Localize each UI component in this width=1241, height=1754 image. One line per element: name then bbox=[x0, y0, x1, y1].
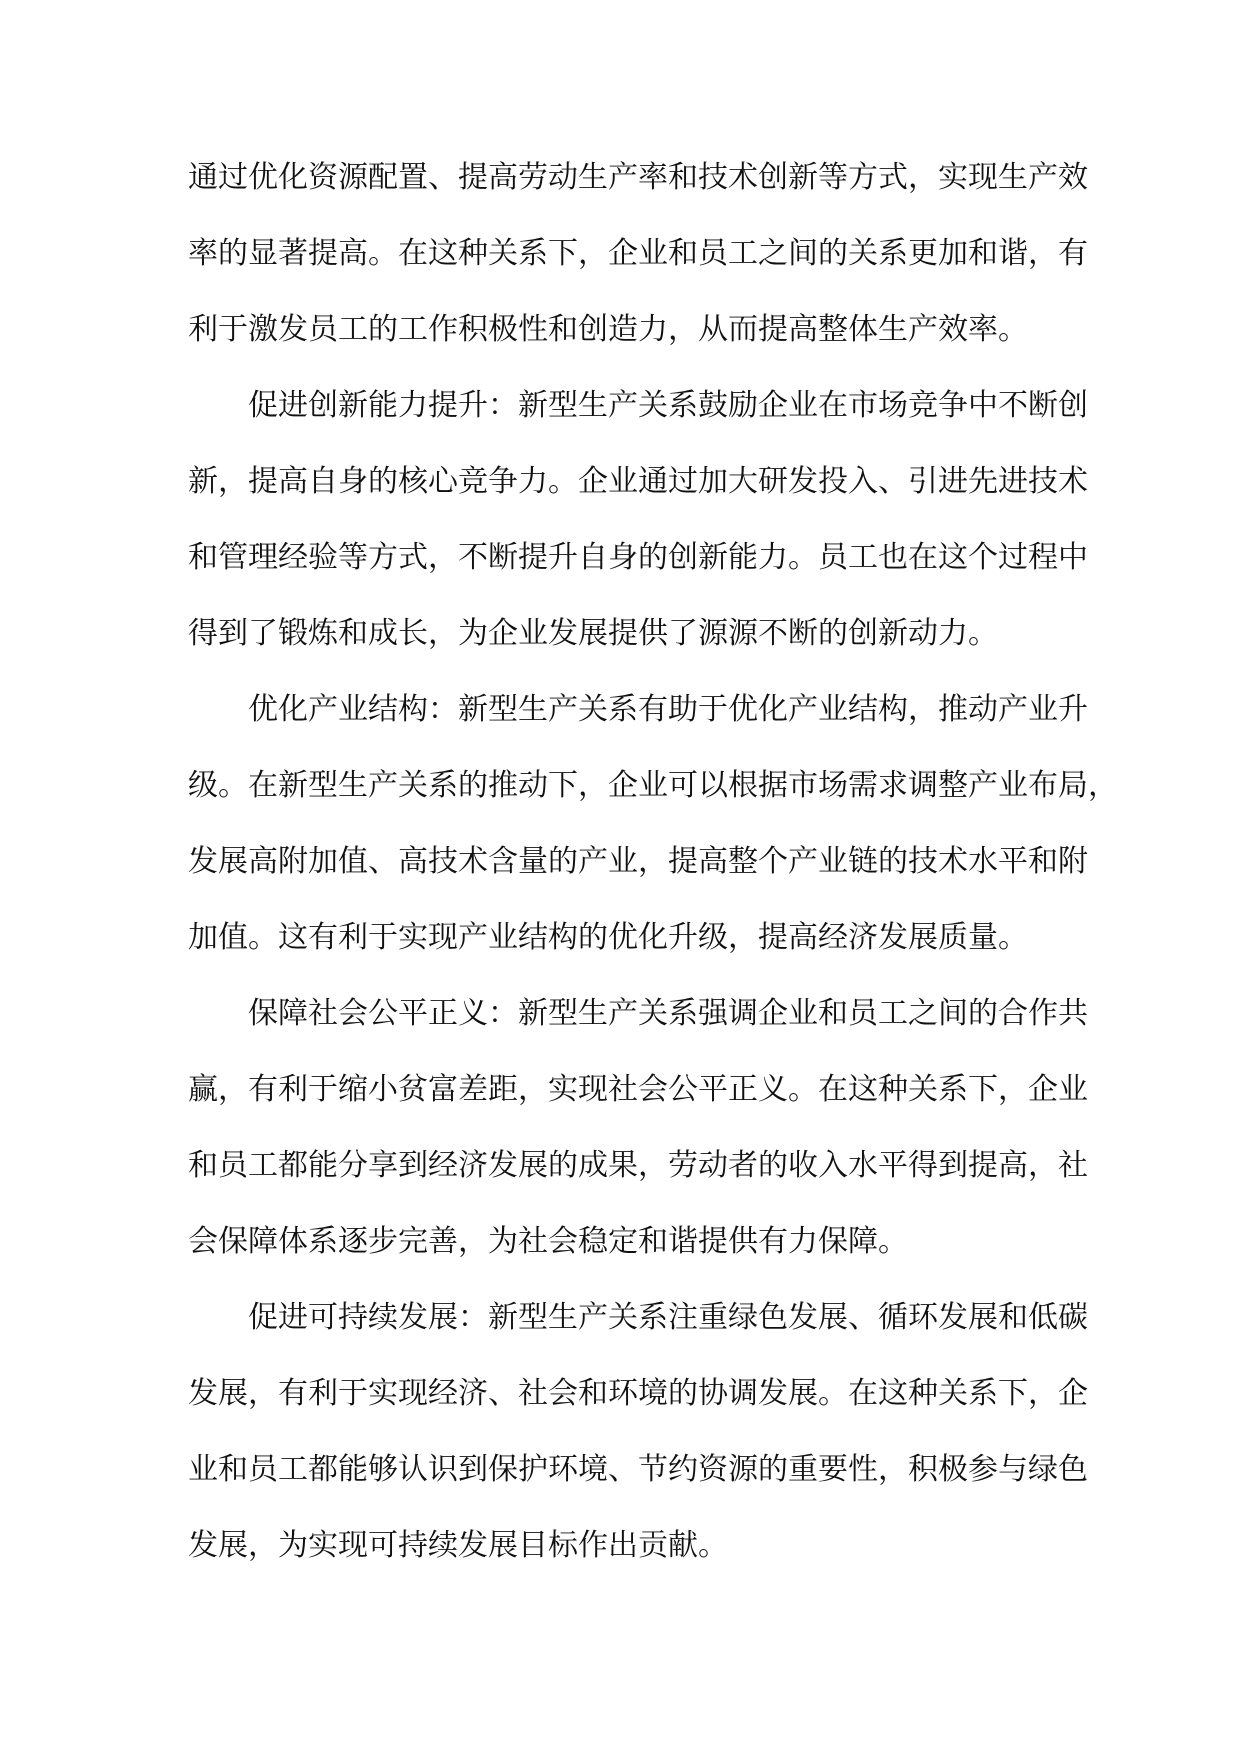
body-text bbox=[188, 140, 1118, 1584]
text-line: 发展高附加值、高技术含量的产业，提高整个产业链的技术水平和附 bbox=[188, 844, 1088, 879]
paragraph-social-justice bbox=[188, 976, 1088, 1280]
text-line: 通过优化资源配置、提高劳动生产率和技术创新等方式，实现生产效 bbox=[188, 160, 1088, 195]
text-line: 保障社会公平正义：新型生产关系强调企业和员工之间的合作共 bbox=[248, 996, 1088, 1031]
paragraph-sustainability bbox=[188, 1280, 1088, 1584]
text-line: 优化产业结构：新型生产关系有助于优化产业结构，推动产业升 bbox=[248, 692, 1088, 727]
text-line: 和员工都能分享到经济发展的成果，劳动者的收入水平得到提高，社 bbox=[188, 1148, 1088, 1183]
paragraph-industry-structure bbox=[188, 672, 1118, 976]
text-line: 会保障体系逐步完善，为社会稳定和谐提供有力保障。 bbox=[188, 1224, 908, 1259]
text-line: 促进可持续发展：新型生产关系注重绿色发展、循环发展和低碳 bbox=[248, 1300, 1088, 1335]
text-line: 新，提高自身的核心竞争力。企业通过加大研发投入、引进先进技术 bbox=[188, 464, 1088, 499]
paragraph-innovation bbox=[188, 368, 1088, 672]
text-line: 率的显著提高。在这种关系下，企业和员工之间的关系更加和谐，有 bbox=[188, 236, 1088, 271]
text-line: 发展，为实现可持续发展目标作出贡献。 bbox=[188, 1528, 728, 1563]
text-line: 发展，有利于实现经济、社会和环境的协调发展。在这种关系下，企 bbox=[188, 1376, 1088, 1411]
text-line: 加值。这有利于实现产业结构的优化升级，提高经济发展质量。 bbox=[188, 920, 1028, 955]
paragraph-efficiency bbox=[188, 140, 1088, 368]
text-line: 业和员工都能够认识到保护环境、节约资源的重要性，积极参与绿色 bbox=[188, 1452, 1088, 1487]
text-line: 级。在新型生产关系的推动下，企业可以根据市场需求调整产业布局， bbox=[188, 768, 1118, 803]
text-line: 得到了锻炼和成长，为企业发展提供了源源不断的创新动力。 bbox=[188, 616, 998, 651]
text-line: 和管理经验等方式，不断提升自身的创新能力。员工也在这个过程中 bbox=[188, 540, 1088, 575]
text-line: 促进创新能力提升：新型生产关系鼓励企业在市场竞争中不断创 bbox=[248, 388, 1088, 423]
text-line: 赢，有利于缩小贫富差距，实现社会公平正义。在这种关系下，企业 bbox=[188, 1072, 1088, 1107]
text-line: 利于激发员工的工作积极性和创造力，从而提高整体生产效率。 bbox=[188, 312, 1028, 347]
